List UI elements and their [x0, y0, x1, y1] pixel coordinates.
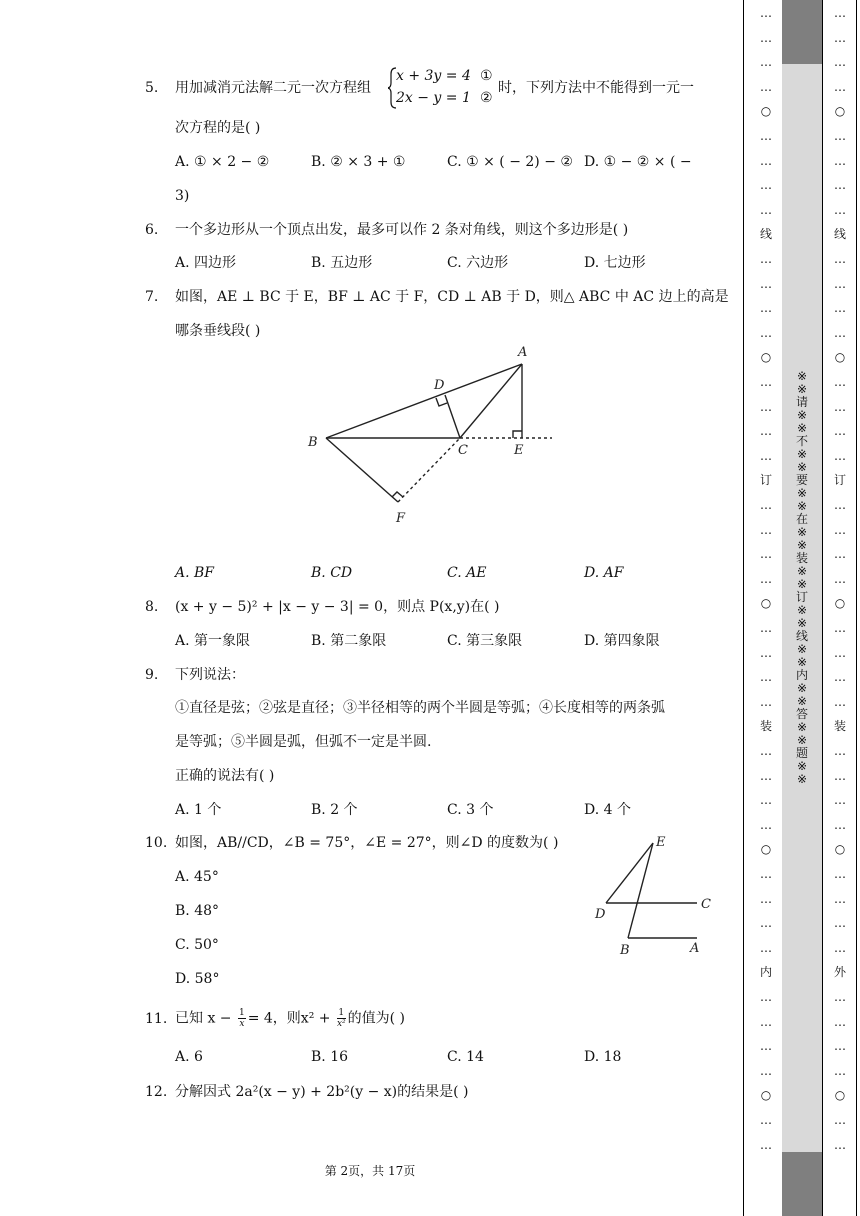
- binding-char: …: [760, 867, 772, 881]
- fraction-1: $\frac{1}{x}$: [238, 1008, 245, 1029]
- equation-system: [388, 66, 508, 110]
- binding-char: 订: [759, 473, 772, 488]
- binding-note-char: ※: [796, 577, 808, 591]
- binding-note-char: ※: [796, 486, 808, 500]
- binding-note-char: ※: [796, 642, 808, 656]
- binding-note-char: ※: [796, 733, 808, 747]
- option-c: C. 3 个: [447, 802, 494, 818]
- label-a: A: [518, 345, 528, 360]
- binding-char: …: [834, 498, 846, 512]
- binding-char: …: [834, 153, 846, 168]
- label-e: E: [514, 443, 524, 458]
- option-a: A. 四边形: [175, 255, 237, 271]
- binding-border-left: [743, 0, 744, 1216]
- option-a: A. BF: [175, 565, 215, 581]
- binding-dark-block-bottom: [782, 1152, 822, 1216]
- binding-note-char: 不: [795, 434, 808, 448]
- binding-border-right: [856, 0, 857, 1216]
- binding-note-char: ※: [796, 538, 808, 552]
- label-b: B: [620, 943, 630, 958]
- binding-char: 线: [759, 227, 772, 242]
- question-text: 分解因式 2a²(x − y) + 2b²(y − x)的结果是( ): [175, 1084, 469, 1100]
- binding-char: …: [760, 1113, 772, 1127]
- question-7: [145, 287, 729, 307]
- binding-char: …: [834, 694, 846, 709]
- binding-char: 外: [833, 965, 846, 980]
- option-c: C. 50°: [175, 937, 219, 953]
- binding-char: …: [760, 276, 772, 291]
- binding-char: …: [760, 6, 772, 20]
- label-d: D: [595, 907, 606, 922]
- binding-char: …: [760, 916, 772, 931]
- binding-char: …: [834, 276, 846, 291]
- binding-char: …: [834, 817, 846, 832]
- label-a: A: [690, 941, 700, 956]
- question-text: 的值为( ): [347, 1010, 406, 1027]
- binding-char: …: [834, 1137, 846, 1152]
- binding-char: …: [760, 79, 772, 94]
- binding-outer-column: [828, 0, 852, 1216]
- statement-line-1: ①直径是弦；②弦是直径；③半径相等的两个半圆是等弧；④长度相等的两条弧: [175, 700, 665, 716]
- question-text: 一个多边形从一个顶点出发，最多可以作 2 条对角线，则这个多边形是( ): [175, 222, 629, 238]
- question-10: [145, 833, 558, 853]
- question-9: [145, 665, 245, 685]
- binding-char: …: [834, 1014, 846, 1029]
- question-text-line2: 次方程的是( ): [175, 120, 261, 136]
- option-d: D. 18: [584, 1049, 622, 1065]
- binding-char: …: [834, 375, 846, 389]
- binding-char: …: [760, 940, 772, 955]
- question-number: 6.: [145, 222, 159, 238]
- binding-char: …: [760, 522, 772, 537]
- binding-note-char: ※: [796, 655, 808, 669]
- label-d: D: [434, 378, 445, 393]
- binding-note-char: ※: [796, 499, 808, 513]
- binding-char: ○: [834, 1088, 846, 1103]
- binding-char: …: [834, 621, 846, 635]
- binding-char: …: [834, 129, 846, 143]
- option-d: D. 七边形: [584, 255, 646, 271]
- option-d-cont: 3): [175, 188, 190, 204]
- option-d: D. 第四象限: [584, 633, 660, 649]
- question-12: [145, 1082, 469, 1102]
- binding-char: ○: [834, 350, 846, 365]
- binding-note-char: 答: [795, 707, 808, 721]
- binding-char: …: [834, 990, 846, 1004]
- binding-char: …: [834, 448, 846, 463]
- option-d: D. 58°: [175, 971, 220, 987]
- question-number: 11.: [145, 1010, 168, 1027]
- binding-note-char: ※: [796, 759, 808, 773]
- question-6: [145, 220, 628, 240]
- binding-char: …: [760, 670, 772, 685]
- binding-char: …: [760, 129, 772, 143]
- binding-char: …: [760, 744, 772, 758]
- question-number: 10.: [145, 835, 168, 851]
- binding-char: …: [834, 547, 846, 562]
- question-text: 下列说法：: [175, 667, 245, 683]
- question-number: 7.: [145, 289, 159, 305]
- binding-char: ○: [760, 842, 772, 857]
- binding-note-char: ※: [796, 772, 808, 786]
- option-b: B. 五边形: [311, 255, 373, 271]
- equation-2: 2x − y = 1: [396, 90, 471, 106]
- binding-note-char: ※: [796, 564, 808, 578]
- option-b: B. ② × 3 + ①: [311, 154, 406, 170]
- binding-char: …: [760, 325, 772, 340]
- label-b: B: [308, 435, 318, 450]
- option-c: C. 第三象限: [447, 633, 523, 649]
- binding-char: …: [760, 793, 772, 808]
- triangle-figure: [300, 340, 560, 530]
- binding-note-char: 线: [795, 629, 808, 643]
- binding-note-char: 订: [795, 590, 808, 604]
- binding-char: …: [760, 375, 772, 389]
- option-a: A. 6: [175, 1049, 203, 1065]
- binding-char: …: [834, 670, 846, 685]
- binding-char: …: [834, 301, 846, 316]
- binding-char: …: [834, 645, 846, 660]
- question-text-line2: 哪条垂线段( ): [175, 323, 261, 339]
- binding-char: ○: [760, 596, 772, 611]
- binding-char: …: [760, 30, 772, 45]
- question-number: 8.: [145, 599, 159, 615]
- binding-char: 装: [833, 719, 846, 734]
- question-number: 5.: [145, 80, 159, 96]
- binding-note-char: 请: [795, 395, 808, 409]
- binding-char: …: [760, 571, 772, 586]
- binding-char: …: [760, 178, 772, 193]
- binding-char: …: [760, 153, 772, 168]
- binding-char: ○: [760, 1088, 772, 1103]
- binding-char: …: [760, 1039, 772, 1054]
- binding-char: ○: [834, 596, 846, 611]
- binding-char: …: [760, 399, 772, 414]
- binding-char: …: [760, 252, 772, 266]
- question-text: = 4，则x² +: [247, 1010, 331, 1027]
- option-a: A. ① × 2 − ②: [175, 154, 270, 170]
- binding-inner-column: [754, 0, 778, 1216]
- binding-char: ○: [834, 104, 846, 119]
- binding-char: …: [834, 6, 846, 20]
- binding-char: …: [834, 522, 846, 537]
- option-c: C. AE: [447, 565, 487, 581]
- option-d: D. ① − ② × ( −: [584, 154, 692, 170]
- option-d: D. 4 个: [584, 802, 631, 818]
- question-text-cont: 时，下列方法中不能得到一元一: [498, 80, 694, 96]
- binding-char: ○: [834, 842, 846, 857]
- binding-char: …: [834, 79, 846, 94]
- binding-note-char: 题: [795, 746, 808, 760]
- option-a: A. 45°: [175, 869, 219, 885]
- question-number: 12.: [145, 1084, 168, 1100]
- question-11: [145, 1008, 405, 1029]
- binding-char: 线: [833, 227, 846, 242]
- binding-char: …: [834, 55, 846, 70]
- binding-note-char: 内: [795, 668, 808, 682]
- binding-char: …: [834, 793, 846, 808]
- option-c: C. 14: [447, 1049, 484, 1065]
- equation-1: x + 3y = 4: [396, 68, 471, 84]
- option-a: A. 第一象限: [175, 633, 251, 649]
- option-b: B. CD: [311, 565, 353, 581]
- label-f: F: [396, 511, 406, 526]
- binding-char: …: [760, 645, 772, 660]
- binding-char: ○: [760, 104, 772, 119]
- binding-char: …: [760, 1014, 772, 1029]
- parallel-lines-figure: [590, 830, 720, 960]
- option-d: D. AF: [584, 565, 624, 581]
- binding-note-char: ※: [796, 369, 808, 383]
- binding-note-char: ※: [796, 603, 808, 617]
- label-c: C: [458, 443, 468, 458]
- binding-char: …: [760, 1063, 772, 1078]
- question-8: [145, 597, 500, 617]
- question-number: 9.: [145, 667, 159, 683]
- option-a: A. 1 个: [175, 802, 222, 818]
- binding-char: …: [760, 817, 772, 832]
- binding-char: …: [760, 621, 772, 635]
- binding-char: …: [760, 547, 772, 562]
- binding-note-char: ※: [796, 447, 808, 461]
- binding-char: …: [760, 990, 772, 1004]
- binding-char: …: [760, 498, 772, 512]
- binding-char: …: [834, 202, 846, 217]
- binding-char: …: [760, 448, 772, 463]
- binding-char: …: [834, 424, 846, 439]
- binding-note-char: ※: [796, 421, 808, 435]
- binding-char: …: [760, 768, 772, 783]
- option-b: B. 第二象限: [311, 633, 387, 649]
- equation-mark-2: ②: [480, 90, 493, 106]
- binding-char: …: [760, 55, 772, 70]
- binding-char: ○: [760, 350, 772, 365]
- option-c: C. ① × ( − 2) − ②: [447, 154, 573, 170]
- binding-char: …: [834, 1039, 846, 1054]
- option-c: C. 六边形: [447, 255, 509, 271]
- question-5: [145, 78, 371, 98]
- binding-char: …: [834, 252, 846, 266]
- binding-note-char: ※: [796, 460, 808, 474]
- binding-note-char: ※: [796, 720, 808, 734]
- binding-char: …: [834, 916, 846, 931]
- statement-line-2: 是等弧；⑤半圆是弧，但弧不一定是半圆.: [175, 734, 432, 750]
- binding-note-char: 要: [795, 473, 808, 487]
- fraction-2: $\frac{1}{\text{x²}}$: [336, 1008, 346, 1029]
- binding-char: …: [834, 768, 846, 783]
- binding-char: 装: [759, 719, 772, 734]
- option-b: B. 48°: [175, 903, 220, 919]
- binding-char: …: [760, 891, 772, 906]
- binding-char: …: [760, 202, 772, 217]
- binding-char: …: [834, 1063, 846, 1078]
- binding-char: …: [834, 940, 846, 955]
- binding-char: …: [760, 424, 772, 439]
- binding-char: …: [834, 325, 846, 340]
- binding-note-char: ※: [796, 525, 808, 539]
- binding-note-char: 装: [795, 551, 808, 565]
- label-e: E: [656, 835, 666, 850]
- question-text: 如图，AE ⊥ BC 于 E，BF ⊥ AC 于 F，CD ⊥ AB 于 D，则△ ABC 中 AC 边上的高是: [175, 289, 729, 305]
- binding-note-char: ※: [796, 694, 808, 708]
- binding-note-char: ※: [796, 681, 808, 695]
- binding-char: …: [760, 1137, 772, 1152]
- question-text: 已知 x −: [175, 1010, 232, 1027]
- binding-note-char: ※: [796, 408, 808, 422]
- binding-note-char: ※: [796, 616, 808, 630]
- binding-char: …: [834, 399, 846, 414]
- binding-char: …: [834, 571, 846, 586]
- binding-char: …: [760, 301, 772, 316]
- binding-char: 内: [759, 965, 772, 980]
- binding-warning-note: [782, 370, 822, 786]
- option-b: B. 16: [311, 1049, 349, 1065]
- binding-char: …: [760, 694, 772, 709]
- binding-char: …: [834, 1113, 846, 1127]
- binding-char: …: [834, 867, 846, 881]
- question-text: 用加减消元法解二元一次方程组: [175, 80, 371, 96]
- binding-char: …: [834, 178, 846, 193]
- question-text: 如图，AB//CD，∠B = 75°，∠E = 27°，则∠D 的度数为( ): [175, 835, 559, 851]
- binding-dark-block-top: [782, 0, 822, 64]
- binding-char: …: [834, 744, 846, 758]
- binding-note-char: ※: [796, 382, 808, 396]
- binding-note-char: 在: [795, 512, 808, 526]
- question-text: (x + y − 5)² + |x − y − 3| = 0，则点 P(x,y)在( ): [175, 599, 500, 615]
- binding-char: …: [834, 891, 846, 906]
- binding-char: …: [834, 30, 846, 45]
- option-b: B. 2 个: [311, 802, 358, 818]
- label-c: C: [701, 897, 711, 912]
- binding-char: 订: [833, 473, 846, 488]
- page-footer: 第 2页，共 17页: [324, 1164, 416, 1178]
- statement-line-3: 正确的说法有( ): [175, 768, 275, 784]
- binding-border: [822, 0, 823, 1216]
- equation-mark-1: ①: [480, 68, 493, 84]
